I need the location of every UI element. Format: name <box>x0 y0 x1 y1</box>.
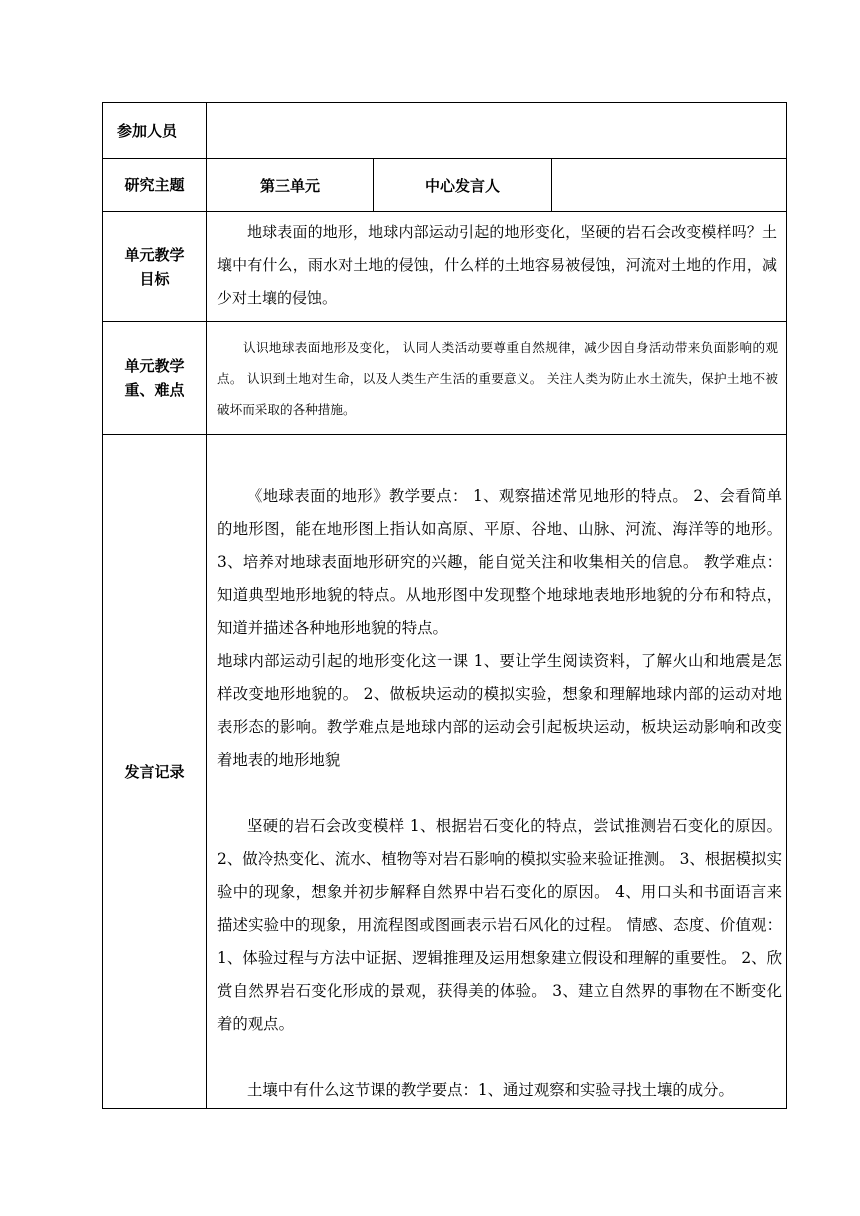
record-row <box>103 435 787 1109</box>
spacer <box>217 777 782 810</box>
speaker-label: 中心发言人 <box>374 159 552 212</box>
goal-label <box>103 212 207 322</box>
key-text: 认识地球表面地形及变化， 认同人类活动要尊重自然规律，减少因自身活动带来负面影响的观点。 认识到土地对生命，以及人类生产生活的重要意义。 关注人类为防止水土流失，保护土地不被破坏而采取的各种措施。 <box>207 322 787 435</box>
key-label-line2: 重、难点 <box>124 381 185 399</box>
key-row <box>103 322 787 435</box>
record-paragraph-4: 土壤中有什么这节课的教学要点：1、通过观察和实验寻找土壤的成分。 <box>247 1081 734 1099</box>
goal-row <box>103 212 787 322</box>
key-label <box>103 322 207 435</box>
topic-row <box>103 159 787 212</box>
record-content <box>207 435 787 1109</box>
participants-label: 参加人员 <box>103 103 207 159</box>
topic-label: 研究主题 <box>103 159 207 212</box>
spacer <box>217 1041 782 1074</box>
participants-value <box>207 103 787 159</box>
key-label-line1: 单元教学 <box>124 357 185 375</box>
goal-label-line2: 目标 <box>139 269 170 288</box>
goal-text: 地球表面的地形，地球内部运动引起的地形变化，坚硬的岩石会改变模样吗？土壤中有什么，雨水对土地的侵蚀，什么样的土地容易被侵蚀，河流对土地的作用，减少对土壤的侵蚀。 <box>207 212 787 322</box>
research-record-table <box>102 102 787 1109</box>
record-label: 发言记录 <box>103 435 207 1109</box>
speaker-value <box>552 159 787 212</box>
topic-value: 第三单元 <box>207 159 374 212</box>
record-paragraph-1: 《地球表面的地形》教学要点： 1、观察描述常见地形的特点。 2、会看简单的地形图，能在地形图上指认如高原、平原、谷地、山脉、河流、海洋等的地形。 3、培养对地球表面地形研究的兴趣，能自觉关注和收集相关的信息。 教学难点：知道典型地形地貌的特点。从地形图中发现整个地球地表地形地貌的分布和特点，知道并描述各种地形地貌的特点。 <box>217 487 783 637</box>
spacer <box>217 447 782 480</box>
goal-label-line1: 单元教学 <box>124 245 185 264</box>
record-paragraph-2: 地球内部运动引起的地形变化这一课 1、要让学生阅读资料，了解火山和地震是怎样改变地形地貌的。 2、做板块运动的模拟实验，想象和理解地球内部的运动对地表形态的影响。教学难点是地球内部的运动会引起板块运动，板块运动影响和改变着地表的地形地貌 <box>217 652 783 769</box>
record-paragraph-3: 坚硬的岩石会改变模样 1、根据岩石变化的特点，尝试推测岩石变化的原因。 2、做冷热变化、流水、植物等对岩石影响的模拟实验来验证推测。 3、根据模拟实验中的现象，想象并初步解释自然界中岩石变化的原因。 4、用口头和书面语言来描述实验中的现象，用流程图或图画表示岩石风化的过程。 情感、态度、价值观： 1、体验过程与方法中证据、逻辑推理及运用想象建立假设和理解的重要性。 2、欣赏自然界岩石变化形成的景观，获得美的体验。 3、建立自然界的事物在不断变化着的观点。 <box>217 817 783 1033</box>
participants-row <box>103 103 787 159</box>
